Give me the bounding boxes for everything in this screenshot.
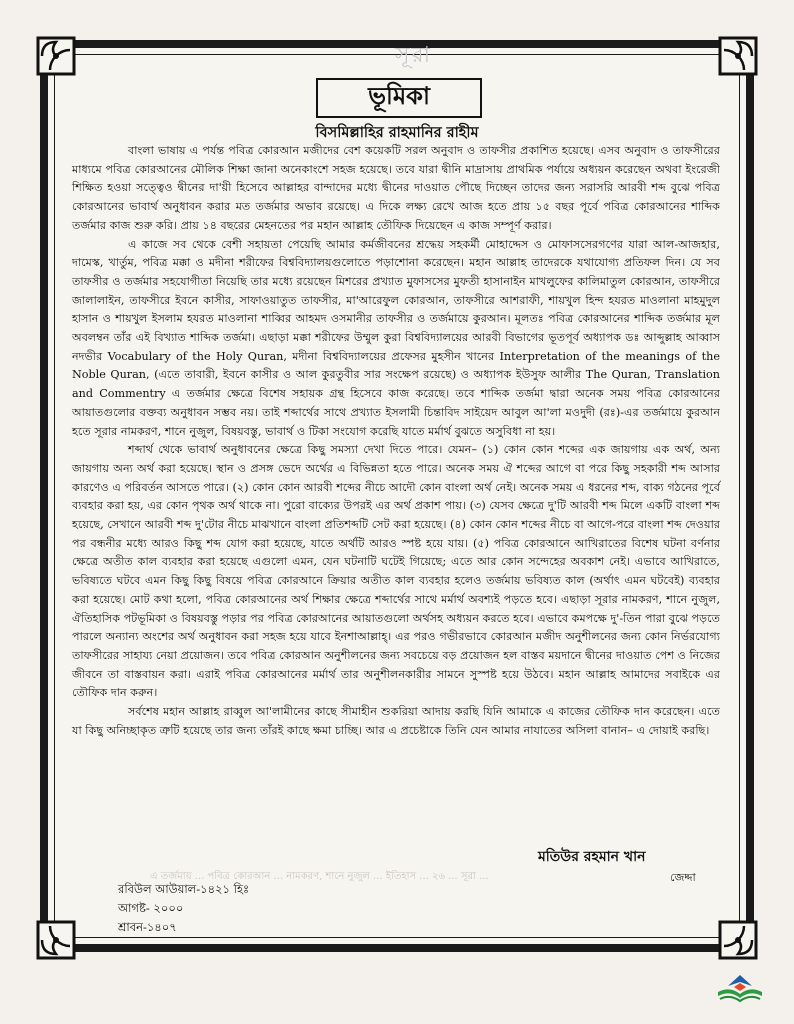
date-bangla: শ্রাবন-১৪০৭ [118,920,177,934]
publisher-logo-icon [712,972,768,1006]
paragraph: শব্দার্থ থেকে ভাবার্থ অনুধাবনের ক্ষেত্রে কিছু সমস্যা দেখা দিতে পারে। যেমন– (১) কোন কোন শব্দের এক জায়গায় এক অর্থ, অন্য জায়গায় অন্য অর্থ করা হয়েছে। স্থান ও প্রসঙ্গ ভেদে অর্থের এ বিভিন্নতা হতে পারে। অনেক সময় ঐ শব্দের আগে বা পরে কিছু সহকারী শব্দ আসার কারণেও এ পরিবর্তন আসতে পারে। (২) কোন কোন আরবী শব্দের নীচে আদৌ কোন বাংলা অর্থ নেই। অনেক সময় এ ধরনের শব্দ, বাক্য গঠনের পূর্বে ব্যবহার করা হয়, এর কোন পৃথক অর্থ থাকে না। পুরো বাক্যের উপরই এর অর্থ প্রকাশ পায়। (৩) যেসব ক্ষেত্রে দু'টি আরবী শব্দ মিলে একটি বাংলা শব্দ হয়েছে, সেখানে আরবী শব্দ দু'টোর নীচে মাঝখানে বাংলা প্রতিশব্দটি সেট করা হয়েছে। (৪) কোন কোন শব্দের নীচে বা আগে-পরে বাংলা শব্দ দেওয়ার পর বন্ধনীর মধ্যে আরও কিছু শব্দ যোগ করা হয়েছে, যাতে অর্থটি আরও স্পষ্ট হয়ে যায়। (৫) পবিত্র কোরআনে আখিরাতের বিশেষ ঘটনা বর্ণনার ক্ষেত্রে অতীত কাল ব্যবহার করা হয়েছে এগুলো এমন, যেন ঘটনাটি ঘটেই গিয়েছে; এতে আর কোন সন্দেহের অবকাশ নেই। এভাবে আখিরাতে, ভবিষ্যতে ঘটবে এমন কিছু কিছু বিষয়ে পবিত্র কোরআনে ক্রিয়ার অতীত কাল ব্যবহার হলেও তর্জমায় ভবিষ্যত কাল (অর্থাৎ এমন ঘটবেই) ব্যবহার করা হয়েছে। মোট কথা হলো, পবিত্র কোরআনের অর্থ শিক্ষার ক্ষেত্রে শব্দার্থের সাথে মর্মার্থ অবশ্যই পড়তে হবে। এছাড়া সূরার নামকরণ, শানে নুজুল, ঐতিহাসিক পটভূমিকা ও বিষয়বস্তু পড়ার পর পবিত্র কোরআনের আয়াতগুলো অর্থসহ অধ্যয়ন করতে হবে। এভাবে কমপক্ষে দু'-তিন পারা বুঝে পড়তে পারলে অন্যান্য অংশের অর্থ অনুধাবন করা সহজ হয়ে যাবে ইনশাআল্লাহ্। এর পরও গভীরভাবে কোরআন মজীদ অনুশীলনের জন্য কোন নির্ভরযোগ্য তাফসীরের সাহায্য নেয়া প্রয়োজন। তবে পবিত্র কোরআন অনুশীলনের জন্য সবচেয়ে বড় প্রয়োজন হল বাস্তব ময়দানে দ্বীনের দাওয়াত পেশ ও নিজের জীবনে তা বাস্তবায়ন করা। এরাই পবিত্র কোরআনের মর্মার্থ তার অনুশীলনকারীর সামনে সুস্পষ্ট হয়ে উঠবে। মহান আল্লাহ আমাদের সবাইকে এর তৌফিক দান করুন। [72,443,720,700]
paragraph: সর্বশেষ মহান আল্লাহ রাব্বুল আ'লামীনের কাছে সীমাহীন শুকরিয়া আদায় করছি যিনি আমাকে এ কাজের তৌফিক দান করেছেন। এতে যা কিছু অনিচ্ছাকৃত ত্রুটি হয়েছে তার জন্য তাঁরই কাছে ক্ষমা চাচ্ছি। আর এ প্রচেষ্টাকে তিনি যেন আমার নাযাতের অসিলা বানান– এ দোয়াই করছি। [72,705,720,737]
date-gregorian: আগষ্ট- ২০০০ [118,901,184,915]
preface-body [72,142,720,741]
author-place: জেদ্দা [670,871,696,884]
bleed-through-text: এ তর্জমায় ... পবিত্র কোরআন ... নামকরণ, শানে নুজুল ... ইতিহাস ... ২৬ ... সূরা ... [150,871,489,882]
date-block [118,880,249,937]
bleed-through-header: সূরা [395,43,433,68]
page-title: ভূমিকা [316,78,482,118]
corner-ornament-icon [718,36,758,76]
corner-ornament-icon [718,920,758,960]
paragraph: এ কাজে সব থেকে বেশী সহায়তা পেয়েছি আমার কর্মজীবনের শ্রদ্ধেয় সহকর্মী মোহাদ্দেস ও মোফাসসেরগণের যারা আল-আজহার, দামেস্ক, খার্তুম, পবিত্র মক্কা ও মদীনা শরীফের বিশ্ববিদ্যালয়গুলোতে পড়াশোনা করেছেন। মহান আল্লাহ তাদেরকে যথাযোগ্য প্রতিফল দিন। যে সব তাফসীর ও তর্জমার সহযোগীতা নিয়েছি তার মধ্যে রয়েছেন মিশরের প্রখ্যাত মুফাসসের মুফতী হাসানাইন মাখলুফের কালিমাতুল কোরআন, তাফসীরে জালালাইন, তাফসীরে ইবনে কাসীর, সাফাওয়াতুত তাফসীর, মা'আরেফুল কোরআন, তাফসীরে আশরাফী, শায়খুল হিন্দ হযরত মাওলানা মাহমুদুল হাসান ও শায়খুল ইসলাম হযরত মাওলানা শাব্বির আহমদ ওসমানীর তাফসীর ও তর্জমায়ে কুরআন। মূলতঃ পবিত্র কোরআনের শাব্দিক তর্জমার মূল অবলম্বন তাঁর এই বিখ্যাত শাব্দিক তর্জমা। এছাড়া মক্কা শরীফের উম্মুল কুরা বিশ্ববিদ্যালয়ের আরবী বিভাগের ভূতপূর্ব অধ্যাপক ডঃ আব্দুল্লাহ আব্বাস নদভীর Vocabulary of the Holy Quran, মদীনা বিশ্ববিদ্যালয়ের প্রফেসর মুহসীন খানের Interpretation of the meanings of the Noble Quran, (এতে তাবারী, ইবনে কাসীর ও আল কুরতুবীর সার সংক্ষেপ রয়েছে) ও অধ্যাপক ইউসুফ আলীর The Quran, Translation and Commentry এ তর্জমার ক্ষেত্রে বিশেষ সহায়ক গ্রন্থ হিসেবে কাজ করেছে। তবে শাব্দিক তর্জমা দ্বারা অনেক সময় পবিত্র কোরআনের আয়াতগুলোর বক্তব্য অনুধাবন সম্ভব নয়। তাই শব্দার্থের সাথে প্রখ্যাত ইসলামী চিন্তাবিদ সাইয়েদ আবুল আ'লা মওদুদী (রঃ)-এর তর্জমায়ে কুরআন হতে সূরার নামকরণ, শানে নুজুল, বিষয়বস্তু, ভাবার্থ ও টিকা সংযোগ করেছি যাতে মর্মার্থ বুঝতে অসুবিধা না হয়। [72,237,720,438]
corner-ornament-icon [36,36,76,76]
author-signature: মতিউর রহমান খান [538,849,646,865]
corner-ornament-icon [36,920,76,960]
bismillah-heading: বিসমিল্লাহির রাহমানির রাহীম [315,125,479,141]
date-hijri: রবিউল আউয়াল-১৪২১ হিঃ [118,882,250,896]
paragraph: বাংলা ভাষায় এ পর্যন্ত পবিত্র কোরআন মজীদের বেশ কয়েকটি সরল অনুবাদ ও তাফসীর প্রকাশিত হয়েছে। এসব অনুবাদ ও তাফসীরের মাধ্যমে পবিত্র কোরআনের মৌলিক শিক্ষা জানা অনেকাংশে সহজ হয়েছে। তবে যারা দ্বীনি মাদ্রাসায় প্রাথমিক পর্যায়ে অধ্যয়ন করেছেন অথবা ইংরেজী শিক্ষিত হওয়া সত্ত্বেও দ্বীনের দা'য়ী হিসেবে আল্লাহর বান্দাদের মধ্যে দ্বীনের দাওয়াত পৌছে দিচ্ছেন তাদের জন্য সরাসরি আরবী শব্দ বুঝে পবিত্র কোরআনের ভাবার্থ অনুধাবন করার মত তর্জমার অভাব রয়েছে। এ দিকে লক্ষ্য রেখে আজ হতে প্রায় ১৫ বছর পূর্বে পবিত্র কোরআনের শাব্দিক তর্জমার কাজ শুরু করি। প্রায় ১৪ বছরের মেহনতের পর মহান আল্লাহ তৌফিক দিয়েছেন এ কাজ সম্পূর্ণ করার। [72,144,720,232]
